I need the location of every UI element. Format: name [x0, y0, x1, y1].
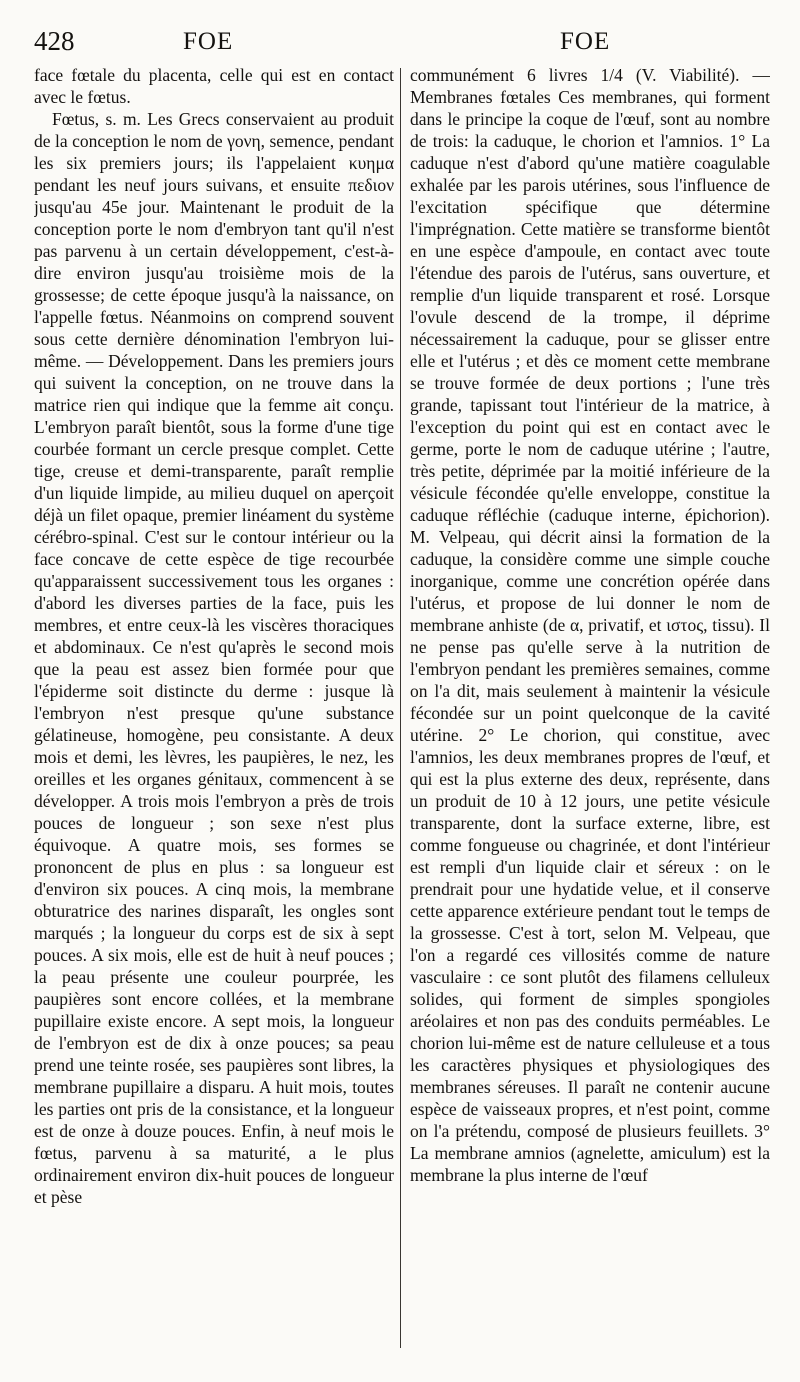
left-paragraph-2: Fœtus, s. m. Les Grecs conservaient au produit de la conception le nom de γονη, semence, pendant les six premiers jours; ils l'appelaient κυημα pendant les neuf jours suivans, et ensuite πεδιον jusqu'au 45e jour. Maintenant le produit de la conception porte le nom d'embryon tant qu'il n'est pas parvenu à un certain développement, c'est-à-dire environ jusqu'au troisième mois de la grossesse; de cette époque jusqu'à la naissance, on l'appelle fœtus. Néanmoins on comprend souvent sous cette dernière dénomination l'embryon lui-même. — Développement. Dans les premiers jours qui suivent la conception, on ne trouve dans la matrice rien qui indique que la femme ait conçu. L'embryon paraît bientôt, sous la forme d'une tige courbée formant un cercle presque complet. Cette tige, creuse et demi-transparente, paraît remplie d'un liquide limpide, au milieu duquel on aperçoit déjà un filet opaque, premier linéament du système cérébro-spinal. C'est sur le contour intérieur ou la face concave de cette espèce de tige recourbée qu'apparaissent successivement tous les organes : d'abord les diverses parties de la face, puis les membres, et entre ceux-là les viscères thoraciques et abdominaux. Ce n'est qu'après le second mois que la peau est assez bien formée pour que l'épiderme soit distincte du derme : jusque là l'embryon n'est presque qu'une substance gélatineuse, homogène, peu consistante. A deux mois et demi, les lèvres, les paupières, le nez, les oreilles et les organes génitaux, commencent à se développer. A trois mois l'embryon a près de trois pouces de longueur ; son sexe n'est plus équivoque. A quatre mois, ses formes se prononcent de plus en plus : sa longueur est d'environ six pouces. A cinq mois, la membrane obturatrice des narines disparaît, les ongles sont marqués ; la longueur du corps est de six à sept pouces. A six mois, elle est de huit à neuf pouces ; la peau présente une couleur pourprée, les paupières sont encore collées, et la membrane pupillaire existe encore. A sept mois, la longueur de l'embryon est de dix à onze pouces; sa peau prend une teinte rosée, ses paupières sont libres, la membrane pupillaire a disparu. A huit mois, toutes les parties ont pris de la consistance, et la longueur est de onze à douze pouces. Enfin, à neuf mois le fœtus, parvenu à sa maturité, a le plus ordinairement environ dix-huit pouces de longueur et pèse [34, 109, 394, 1207]
page-number: 428 [34, 26, 75, 56]
left-column [34, 64, 394, 1354]
running-head-right: FOE [560, 28, 611, 55]
running-head-left: FOE [183, 28, 234, 55]
page-header [0, 22, 800, 62]
right-column [410, 64, 770, 1354]
left-paragraph-1: face fœtale du placenta, celle qui est en contact avec le fœtus. [34, 65, 394, 107]
right-paragraph-1: communément 6 livres 1/4 (V. Viabilité). —Membranes fœtales Ces membranes, qui forment dans le principe la coque de l'œuf, sont au nombre de trois: la caduque, le chorion et l'amnios. 1° La caduque n'est d'abord qu'une matière coagulable exhalée par les parois utérines, sous l'influence de l'excitation spécifique que détermine l'imprégnation. Cette matière se transforme bientôt en une espèce d'ampoule, en contact avec toute l'étendue des parois de l'utérus, sans ouverture, et remplie d'un liquide transparent et rosé. Lorsque l'ovule descend de la trompe, il déprime nécessairement la caduque, pour se glisser entre elle et l'utérus ; et dès ce moment cette membrane se trouve formée de deux portions ; l'une très grande, tapissant tout l'intérieur de la matrice, à l'exception du point qui est en contact avec le germe, porte le nom de caduque utérine ; l'autre, très petite, déprimée par la moitié inférieure de la vésicule fécondée qu'elle enveloppe, constitue la caduque réfléchie (caduque interne, épichorion). M. Velpeau, qui décrit ainsi la formation de la caduque, la considère comme une simple couche inorganique, comme une concrétion opérée dans l'utérus, et propose de lui donner le nom de membrane anhiste (de α, privatif, et ιστος, tissu). Il ne pense pas qu'elle serve à la nutrition de l'embryon pendant les premières semaines, comme on l'a dit, mais seulement à maintenir la vésicule fécondée sur un point quelconque de la cavité utérine. 2° Le chorion, qui constitue, avec l'amnios, les deux membranes propres de l'œuf, et qui est la plus externe des deux, représente, dans un produit de 10 à 12 jours, une petite vésicule transparente, dont la surface externe, libre, est comme fongueuse ou chagrinée, et dont l'intérieur est rempli d'un liquide clair et séreux : on le prendrait pour une hydatide velue, et il conserve cette apparence extérieure pendant tout le temps de la grossesse. C'est à tort, selon M. Velpeau, que l'on a regardé ces villosités comme de nature vasculaire : ce sont plutôt des filamens celluleux solides, qui forment de simples spongioles aréolaires et non pas des conduits perméables. Le chorion lui-même est de nature celluleuse et a tous les caractères physiques et physiologiques des membranes séreuses. Il paraît ne contenir aucune espèce de vaisseaux propres, et n'est point, comme on l'a prétendu, composé de plusieurs feuillets. 3° La membrane amnios (agnelette, amiculum) est la membrane la plus interne de l'œuf [410, 65, 770, 1185]
column-divider [400, 68, 401, 1348]
